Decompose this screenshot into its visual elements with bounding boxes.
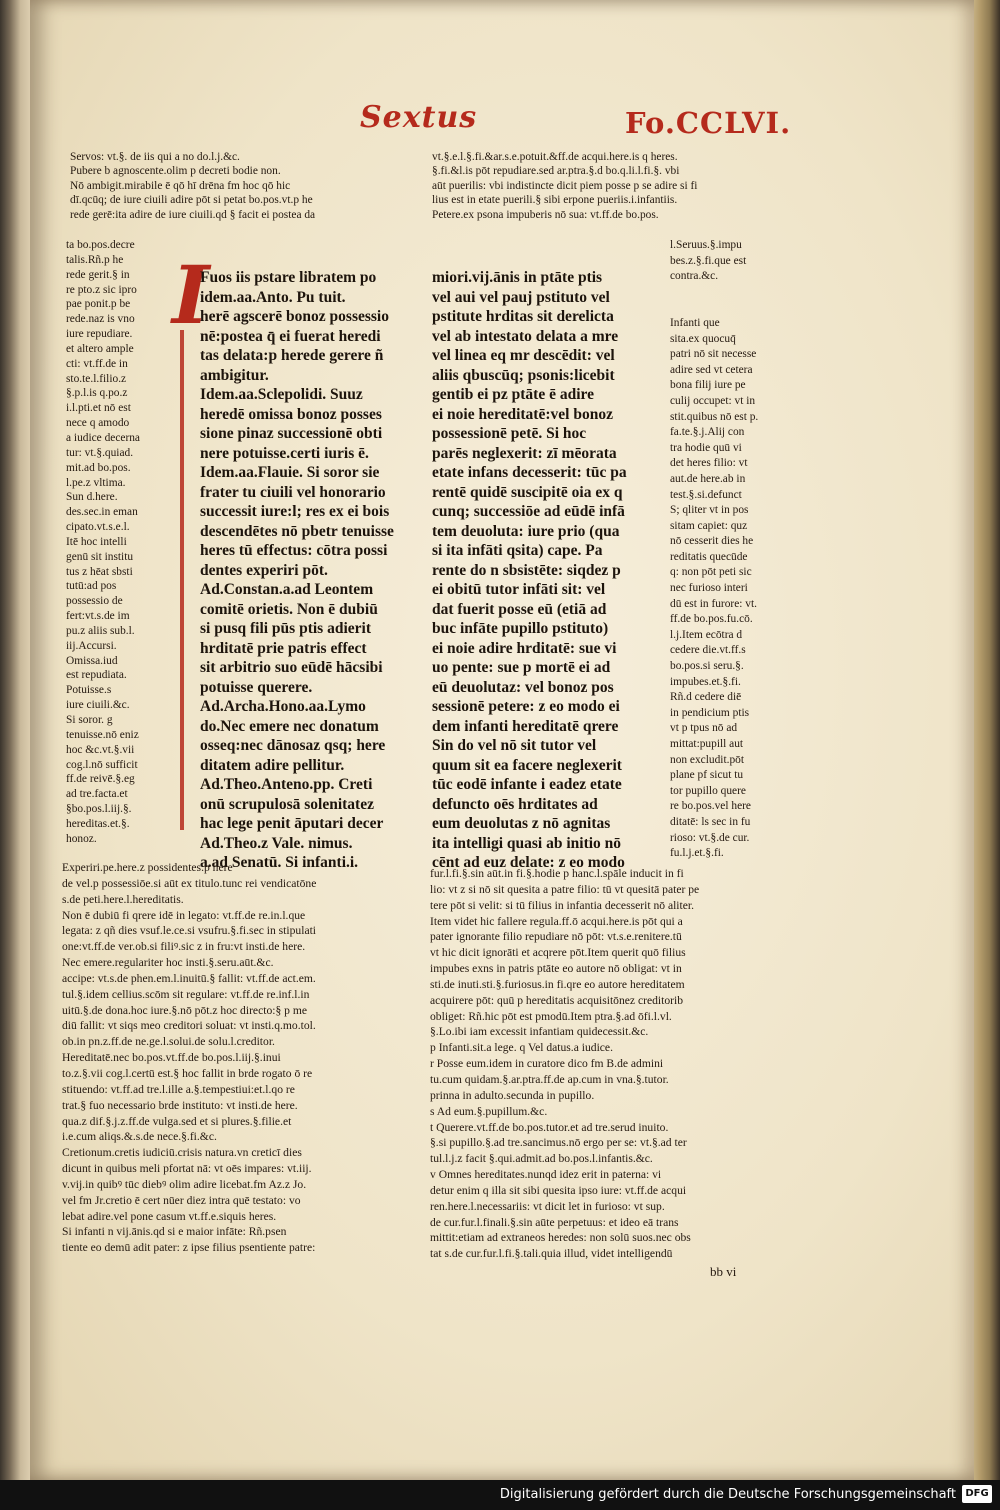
text-line: genū sit institu — [66, 550, 134, 563]
text-line: q: non pōt peti sic — [670, 566, 752, 579]
text-line: nece q amodo — [66, 417, 130, 430]
text-line: Si soror. g — [66, 714, 113, 726]
text-line: tutū:ad pos — [66, 580, 117, 593]
text-line: dī.qcūq; de iure ciuili adire pōt si petat bo.pos.vt.p he — [70, 194, 313, 207]
text-line: herē agscerē bonoz possessio — [200, 308, 389, 325]
text-line: Infanti que — [670, 316, 720, 329]
text-line: cti: vt.ff.de in — [66, 357, 128, 370]
text-line: lebat adire.vel pone casum vt.ff.e.siquis heres. — [62, 1209, 277, 1223]
text-line: ff.de reivē.§.eg — [66, 773, 135, 786]
text-line — [670, 285, 790, 301]
text-line: ob.in pn.z.ff.de ne.ge.l.solui.de solu.l.creditor. — [62, 1035, 275, 1049]
text-line: rede.naz is vno — [66, 313, 135, 326]
text-line: tenuisse.nō eniz — [66, 728, 139, 741]
text-line: Potuisse.s — [66, 684, 112, 697]
text-line: cipato.vt.s.e.l. — [66, 521, 130, 534]
running-title: Sextus — [360, 100, 478, 135]
text-line: stit.quibus nō est p. — [670, 410, 759, 423]
text-line: rede gerit.§ in — [66, 268, 130, 281]
text-line: §.fi.&l.is pōt repudiare.sed ar.ptra.§.d bo.q.li.l.fi.§. vbi — [432, 165, 680, 178]
text-line: mit.ad bo.pos. — [66, 461, 131, 474]
text-line: dem infanti hereditatē qrere — [432, 717, 619, 735]
text-line: hoc &c.vt.§.vii — [66, 743, 135, 756]
text-line: i.l.pti.et nō est — [66, 402, 131, 415]
text-line: fert:vt.s.de im — [66, 610, 130, 623]
text-line: Rñ.d cedere diē — [670, 691, 742, 704]
text-line: pstitute hrditas sit derelicta — [432, 308, 614, 325]
text-line: lius est in etate puerili.§ sibi erpone pueriis.i.infantiis. — [432, 194, 678, 207]
text-line: fa.te.§.j.Alij con — [670, 426, 745, 439]
gloss-bottom-left — [62, 860, 407, 1256]
text-line: frater tu ciuili vel honorario — [200, 483, 386, 501]
text-line: t Querere.vt.ff.de bo.pos.tutor.et ad tre.serud inuito. — [430, 1120, 669, 1134]
text-line: ei noie hereditatē:vel bonoz — [432, 405, 613, 423]
initial-I-ornament — [180, 330, 194, 830]
text-line: qua.z dif.§.j.z.ff.de vulga.sed et si plures.§.filie.et — [62, 1114, 292, 1128]
footer-credit: Digitalisierung gefördert durch die Deutsche Forschungsgemeinschaft — [499, 1487, 956, 1502]
text-line: non excludit.pōt — [670, 753, 745, 766]
text-line: Fuos iis pstare libratem po — [200, 269, 377, 286]
text-line: Pubere b agnoscente.olim p decreti bodie non. — [70, 165, 281, 178]
gloss-right-margin — [670, 238, 790, 862]
text-line: tiente eo demū adit pater: z ipse filius psentiente patre: — [62, 1241, 316, 1255]
text-line: heredē omissa bonoz posses — [200, 405, 382, 423]
text-line: tul.§.idem cellius.scōm sit regulare: vt.ff.de re.inf.l.in — [62, 987, 310, 1001]
text-line: Nō ambigit.mirabile ē qō hī drēna fm hoc qō hic — [70, 179, 291, 192]
text-line: dū est in furore: vt. — [670, 597, 757, 610]
text-line: test.§.si.defunct — [670, 488, 742, 501]
text-line: rente do n sbsistēte: siqdez p — [432, 561, 621, 579]
text-line: Omissa.iud — [66, 654, 118, 667]
text-line: §.p.l.is q.po.z — [66, 387, 128, 400]
text-line: plane pf sicut tu — [670, 769, 744, 782]
main-text-column-left — [200, 268, 410, 873]
text-line: mittat:pupill aut — [670, 738, 744, 750]
text-line: l.Seruus.§.impu — [670, 239, 742, 251]
text-line: legata: z qñ dies vsuf.le.ce.si vsufru.§.fi.sec in stipulati — [62, 924, 317, 938]
text-line: pater ignorante filio repudiare nō pōt: vt.s.e.renitere.tū — [430, 930, 682, 944]
text-line: buc infāte pupillo pstituto) — [432, 620, 609, 637]
text-line: iure ciuili.&c. — [66, 699, 130, 712]
text-line: tas delata:p herede gerere ñ — [200, 347, 384, 364]
text-line: uitū.§.de dona.hoc iure.§.nō pōt.z hoc directo:§ p me — [62, 1003, 308, 1017]
text-line: fu.l.j.et.§.fi. — [670, 847, 724, 860]
text-line: cedere die.vt.ff.s — [670, 644, 746, 657]
text-line: possessionē petē. Si hoc — [432, 425, 587, 442]
text-line: honoz. — [66, 832, 97, 845]
text-line: eum deuolutas z nō agnitas — [432, 815, 611, 832]
text-line: heres tū effectus: cōtra possi — [200, 542, 388, 559]
text-line: pae ponit.p be — [66, 298, 131, 311]
text-line: descendētes nō pbetr tenuisse — [200, 522, 394, 540]
text-line: do.Nec emere nec donatum — [200, 717, 379, 735]
text-line: vel linea eq mr descēdit: vel — [432, 347, 615, 364]
text-line: ta bo.pos.decre — [66, 239, 135, 251]
text-line: bes.z.§.fi.que est — [670, 254, 747, 267]
signature-mark: bb vi — [710, 1264, 737, 1279]
text-line: Ad.Constan.a.ad Leontem — [200, 581, 374, 598]
text-line: S; qliter vt in pos — [670, 504, 749, 517]
text-line: vel aui vel pauj pstituto vel — [432, 288, 610, 306]
text-line: §.si pupillo.§.ad tre.sancimus.nō ergo per se: vt.§.ad ter — [430, 1136, 687, 1150]
text-line: tur: vt.§.quiad. — [66, 446, 134, 459]
text-line: sto.te.l.filio.z — [66, 372, 127, 385]
text-line: parēs neglexerit: zī mēorata — [432, 444, 617, 462]
text-line: ren.here.l.necessariis: vt dicit let in furioso: vt sup. — [430, 1199, 665, 1213]
text-line: impubes exns in patris ptāte eo autore nō obligat: vt in — [430, 962, 682, 976]
text-line: v Omnes hereditates.nunqd idez erit in paterna: vi — [430, 1168, 662, 1182]
text-line: aūt puerilis: vbi indistincte dicit piem posse p se adire si fi — [432, 179, 698, 192]
text-line: l.pe.z vltima. — [66, 476, 126, 489]
text-line: prinna in adulto.secunda in pupillo. — [430, 1088, 595, 1102]
folio-number: Fo.CCLVI. — [625, 106, 792, 140]
text-line: bona filij iure pe — [670, 379, 746, 392]
main-text-column-right — [432, 268, 647, 873]
text-line: impubes.et.§.fi. — [670, 675, 741, 688]
text-line: ambigitur. — [200, 366, 269, 384]
text-line: rioso: vt.§.de cur. — [670, 831, 750, 844]
text-line: sessionē petere: z eo modo ei — [432, 698, 620, 715]
text-line: ditatem adire pellitur. — [200, 756, 345, 774]
text-line: patri nō sit necesse — [670, 348, 757, 361]
text-line: accipe: vt.s.de phen.em.l.inuitū.§ fallit: vt.ff.de act.em. — [62, 971, 316, 985]
text-line: one:vt.ff.de ver.ob.si filiꝰ.sic z in fru:vt insti.de here. — [62, 940, 306, 954]
text-line: vt hic dicit ignorāti et acqrere pōt.Item querit quō filius — [430, 946, 686, 960]
text-line: l.j.Item ecōtra d — [670, 628, 743, 641]
text-line: v.vij.in quibꝰ tūc diebꝰ olim adire licebat.fm Az.z Jo. — [62, 1177, 307, 1191]
text-line: ff.de bo.pos.fu.cō. — [670, 613, 753, 626]
text-line: a iudice decerna — [66, 431, 140, 444]
text-line: a.ad Senatū. Si infanti.i. — [200, 854, 359, 871]
text-line: Item videt hic fallere regula.ff.ō acqui.here.is pōt qui a — [430, 914, 683, 928]
text-line: p Infanti.sit.a lege. q Vel datus.a iudice. — [430, 1041, 613, 1055]
text-line: aut.de here.ab in — [670, 472, 746, 485]
text-line: trat.§ fuo necessario brde instituto: vt insti.de here. — [62, 1098, 298, 1112]
text-line: Hereditatē.nec bo.pos.vt.ff.de bo.pos.l.iij.§.inui — [62, 1051, 281, 1065]
text-line: hac lege penit āputari decer — [200, 815, 384, 832]
text-line: acquirere pōt: quū p hereditatis acquisitōnez creditorib — [430, 993, 684, 1007]
text-line: pu.z aliis sub.l. — [66, 624, 135, 637]
text-line: vt p tpus nō ad — [670, 722, 738, 735]
text-line: hereditas.et.§. — [66, 817, 130, 830]
text-line: contra.&c. — [670, 270, 719, 283]
text-line: rede gerē:ita adire de iure ciuili.qd § facit ei postea da — [70, 208, 316, 221]
text-line: Idem.aa.Sclepolidi. Suuz — [200, 386, 363, 403]
text-line: successit iure:l; res ex ei bois — [200, 503, 390, 520]
text-line: s Ad eum.§.pupillum.&c. — [430, 1104, 548, 1118]
text-line: ditatē: ls sec in fu — [670, 815, 751, 828]
text-line: diū fallit: vt siqs meo creditori soluat: vt insti.q.mo.tol. — [62, 1019, 316, 1033]
text-line: gentib ei pz ptāte ē adire — [432, 386, 595, 403]
text-line: tor pupillo quere — [670, 784, 746, 797]
text-line: est repudiata. — [66, 669, 127, 682]
text-line: tul.l.j.z facit §.qui.admit.ad bo.pos.l.infantis.&c. — [430, 1152, 653, 1166]
text-line: miori.vij.ānis in ptāte ptis — [432, 269, 603, 286]
text-line: re bo.pos.vel here — [670, 800, 751, 813]
text-line: tus z hēat sbsti — [66, 565, 133, 578]
text-line: mittit:etiam ad extraneos heredes: non solū suos.nec obs — [430, 1231, 691, 1245]
text-line: stituendo: vt.ff.ad tre.l.ille a.§.tempestiui:et.l.qo re — [62, 1082, 295, 1096]
text-line: nec furioso interi — [670, 582, 748, 595]
text-line: sti.de inuti.sti.§.furiosus.in fi.qre eo autore hereditatem — [430, 977, 685, 991]
text-line: lio: vt z si nō sit quesita a patre filio: tū vt quesitā pater pe — [430, 882, 700, 896]
text-line: onū scrupulosā solenitatez — [200, 795, 374, 813]
text-line: s.de peti.here.l.hereditatis. — [62, 892, 184, 906]
text-line: tra hodie quū vi — [670, 441, 742, 454]
footer-bar — [0, 1480, 1000, 1510]
text-line: Experiri.pe.here.z possidentes.p here — [62, 861, 233, 874]
text-line: §bo.pos.l.iij.§. — [66, 803, 132, 816]
text-line: Cretionum.cretis iudiciū.crisis natura.vn creticī dies — [62, 1146, 302, 1160]
text-line: rentē quidē suscipitē oia ex q — [432, 483, 623, 501]
text-line: nere potuisse.certi iuris ē. — [200, 444, 369, 462]
text-line: reditatis quecūde — [670, 550, 748, 563]
book-left-edge — [0, 0, 34, 1480]
text-line: detur enim q illa sit sibi quesita ipso iure: vt.ff.de acqui — [430, 1183, 687, 1197]
text-line: Ad.Theo.Anteno.pp. Creti — [200, 776, 373, 793]
text-line — [670, 300, 790, 316]
text-line: in pendicium ptis — [670, 706, 750, 719]
text-line: des.sec.in eman — [66, 506, 138, 519]
text-line: potuisse querere. — [200, 678, 313, 696]
gloss-left-margin — [66, 238, 174, 876]
text-line: tūc eodē infante i eadez etate — [432, 776, 622, 793]
text-line: iure repudiare. — [66, 328, 133, 341]
text-line: quum sit ea facere neglexerit — [432, 756, 622, 774]
text-line: nē:postea q̄ ei fuerat heredi — [200, 327, 381, 345]
text-line: sione pinaz successionē obti — [200, 425, 383, 442]
text-line: tat s.de cur.fur.l.fi.§.tali.quia illud, videt intelligendū — [430, 1247, 673, 1261]
text-line: etate infans decesserit: tūc pa — [432, 464, 627, 481]
text-line: osseq:nec dānosaz qsq; here — [200, 737, 386, 754]
text-line: Itē hoc intelli — [66, 535, 127, 548]
text-line: Servos: vt.§. de iis qui a no do.l.j.&c. — [70, 151, 240, 163]
text-line: de vel.p possessiōe.si aūt ex titulo.tunc rei vendicatōne — [62, 876, 317, 890]
text-line: adire sed vt cetera — [670, 363, 753, 376]
initial-I-decorated: I — [172, 248, 210, 342]
text-line: idem.aa.Anto. Pu tuit. — [200, 288, 346, 306]
text-line: dat fuerit posse eū (etiā ad — [432, 600, 607, 618]
text-line: talis.Rñ.p he — [66, 253, 124, 266]
gloss-top-left — [70, 150, 415, 222]
text-line: Sin do vel nō sit tutor vel — [432, 737, 597, 754]
text-line: et altero ample — [66, 342, 134, 355]
text-line: Nec emere.regulariter hoc insti.§.seru.aūt.&c. — [62, 956, 274, 970]
text-line: possessio de — [66, 595, 123, 608]
text-line: ita intelligi quasi ab initio nō — [432, 834, 622, 852]
gloss-bottom-right — [430, 866, 786, 1262]
text-line: sit arbitrio suo eūdē hācsibi — [200, 659, 383, 676]
text-line: tu.cum quidam.§.ar.ptra.ff.de ap.cum in vna.§.tutor. — [430, 1072, 669, 1086]
text-line: uo pente: sue p mortē ei ad — [432, 659, 611, 676]
text-line: i.e.cum aliqs.&.s.de nece.§.fi.&c. — [62, 1130, 217, 1144]
text-line: vt.§.e.l.§.fi.&ar.s.e.potuit.&ff.de acqui.here.is q heres. — [432, 151, 678, 163]
text-line: det heres filio: vt — [670, 457, 748, 470]
text-line: cog.l.nō sufficit — [66, 758, 138, 771]
text-line: culij occupet: vt in — [670, 394, 756, 407]
text-line: vel fm Jr.cretio ē cert nūer diez intra quē testato: vo — [62, 1193, 301, 1207]
text-line: tere pōt si velit: si tū filius in infantia decesserit nō aliter. — [430, 898, 695, 912]
text-line: iij.Accursi. — [66, 639, 117, 652]
text-line: vel ab intestato delata a mre — [432, 327, 619, 345]
text-line: dentes experiri pōt. — [200, 561, 328, 579]
text-line: to.z.§.vii cog.l.certū est.§ hoc fallit in brde rogato ō re — [62, 1066, 313, 1080]
text-line: Non ē dubiū fi qrere idē in legato: vt.ff.de re.in.l.que — [62, 908, 306, 922]
text-line: si ita infāti qsita) cape. Pa — [432, 542, 603, 559]
text-line: Sun d.here. — [66, 491, 118, 504]
text-line: obliget: Rñ.hic pōt est pmodū.Item ptra.§.ad ōfi.l.vl. — [430, 1009, 672, 1023]
dfg-logo: DFG — [962, 1485, 992, 1503]
text-line: Petere.ex psona impuberis nō sua: vt.ff.de bo.pos. — [432, 208, 659, 221]
text-line: ei noie adire hrditatē: sue vi — [432, 639, 617, 657]
text-line: dicunt in quibus meli pfortat nā: vt oēs impares: vt.iij. — [62, 1162, 312, 1176]
text-line: tem deuoluta: iure prio (qua — [432, 522, 620, 540]
text-line: fur.l.fi.§.sin aūt.in fi.§.hodie p hanc.l.spāle inducit in fi — [430, 867, 684, 880]
text-line: nō cesserit dies he — [670, 535, 754, 548]
text-line: Idem.aa.Flauie. Si soror sie — [200, 464, 380, 481]
text-line: §.Lo.ibi iam excessit infantiam quidecessit.&c. — [430, 1025, 649, 1039]
text-line: comitē orietis. Non ē dubiū — [200, 600, 378, 618]
text-line: Ad.Theo.z Vale. nimus. — [200, 834, 353, 852]
text-line: hrditatē prie patris effect — [200, 639, 367, 657]
gloss-top-right — [432, 150, 792, 222]
text-line: r Posse eum.idem in curatore dico fm B.de admini — [430, 1057, 664, 1071]
text-line: Si infanti n vij.ānis.qd si e maior infāte: Rñ.psen — [62, 1225, 287, 1239]
text-line: de cur.fur.l.finali.§.sin aūte perpetuus: et ideo eā trans — [430, 1215, 679, 1229]
text-line: bo.pos.si seru.§. — [670, 660, 744, 673]
text-line: ad tre.facta.et — [66, 788, 128, 801]
text-line: re pto.z sic ipro — [66, 283, 137, 296]
text-line: aliis qbuscūq; psonis:licebit — [432, 366, 615, 384]
text-line: sitam capiet: quz — [670, 519, 748, 532]
text-line: defuncto oēs hrditates ad — [432, 795, 598, 813]
text-line: Ad.Archa.Hono.aa.Lymo — [200, 698, 366, 715]
text-line: ei obitū tutor infāti sit: vel — [432, 581, 606, 598]
text-line: cēnt ad euz delate: z eo modo — [432, 854, 625, 871]
text-line: si pusq fili pūs ptis adierit — [200, 620, 371, 637]
text-line: cunq; successiōe ad eūdē infā — [432, 503, 625, 520]
text-line: sita.ex quocuq̄ — [670, 332, 736, 345]
text-line: eū deuolutaz: vel bonoz pos — [432, 678, 614, 696]
